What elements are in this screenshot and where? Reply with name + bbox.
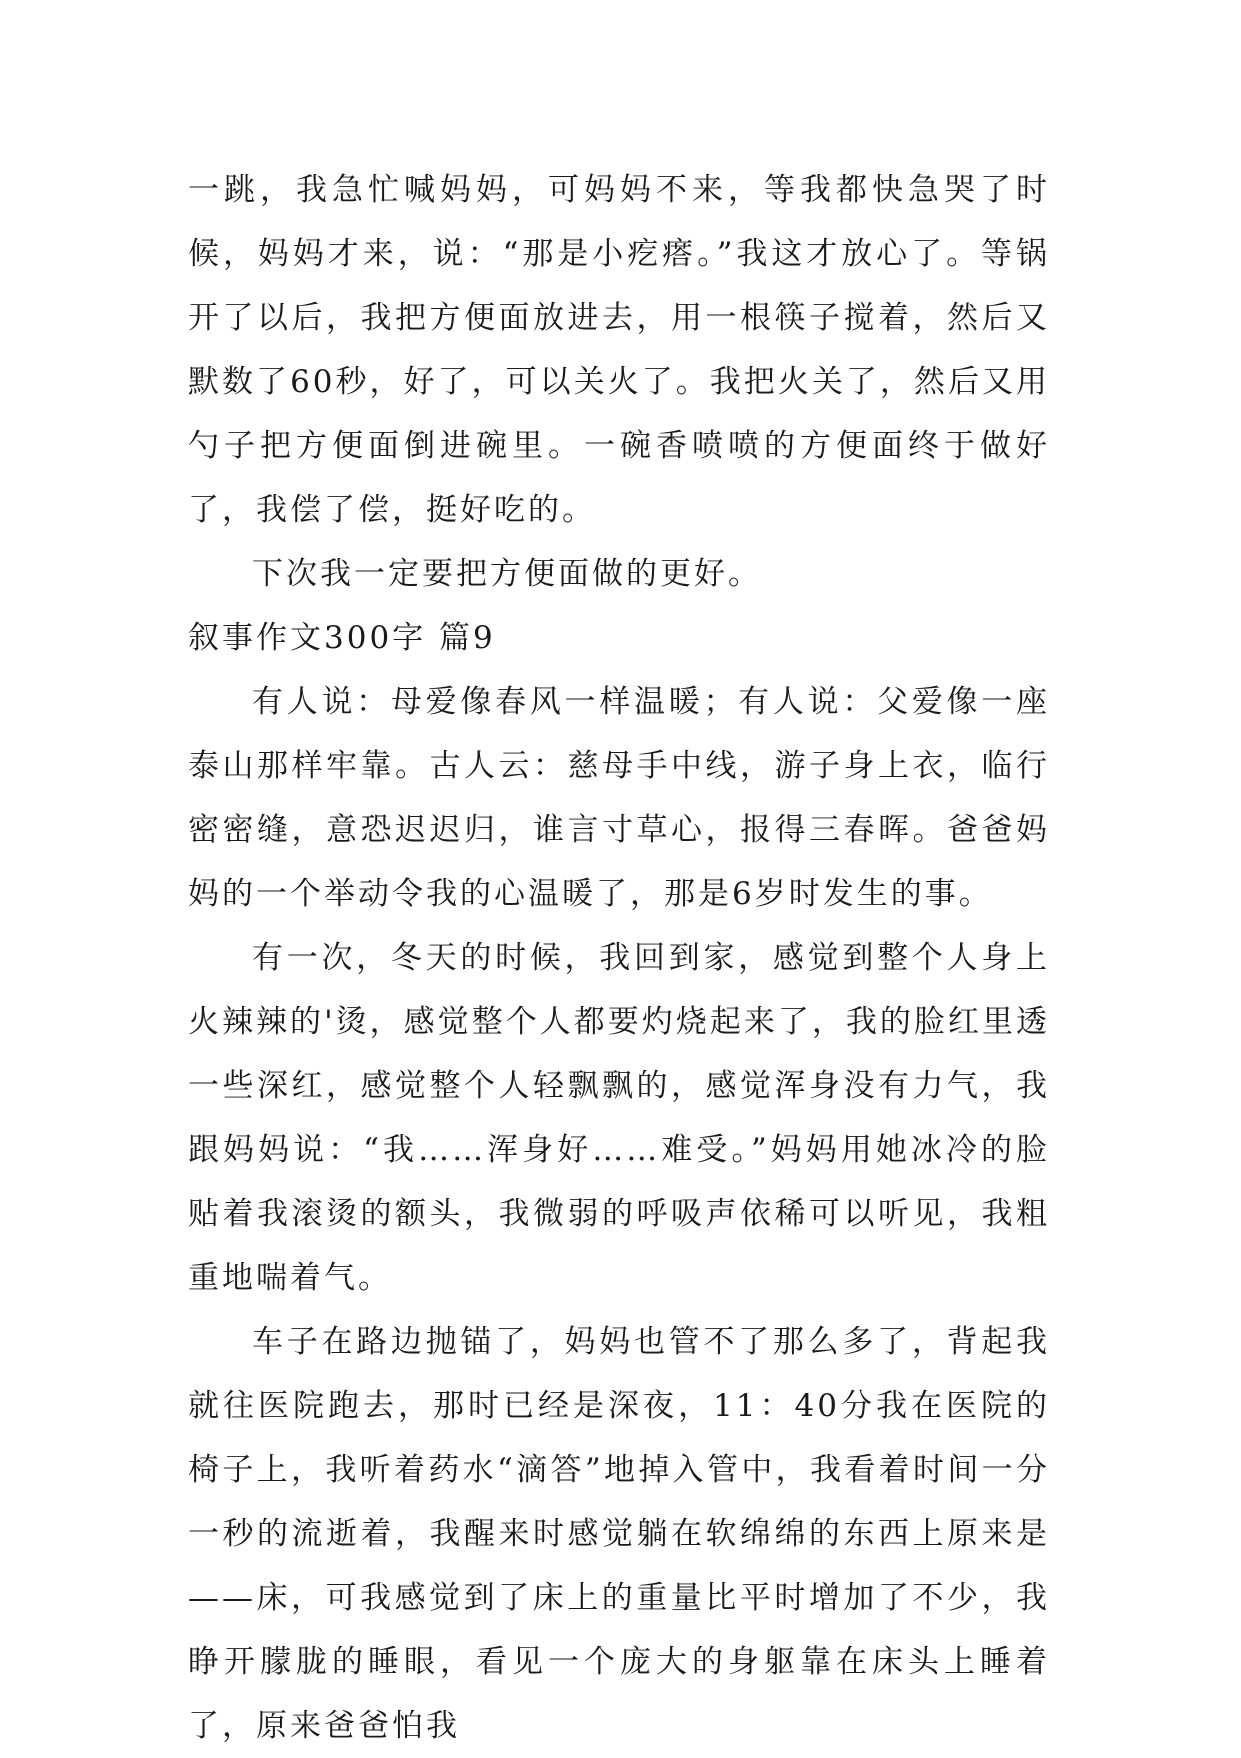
paragraph-continued: 一跳，我急忙喊妈妈，可妈妈不来，等我都快急哭了时候，妈妈才来，说：“那是小疙瘩。”我这才放心了。等锅开了以后，我把方便面放进去，用一根筷子搅着，然后又默数了60秒，好了，可以关火了。我把火关了，然后又用勺子把方便面倒进碗里。一碗香喷喷的方便面终于做好了，我偿了偿，挺好吃的。 bbox=[188, 172, 1050, 528]
paragraph-closing: 下次我一定要把方便面做的更好。 bbox=[252, 556, 762, 592]
paragraph-intro: 有人说：母爱像春风一样温暖；有人说：父爱像一座泰山那样牢靠。古人云：慈母手中线，游子身上衣，临行密密缝，意恐迟迟归，谁言寸草心，报得三春晖。爸爸妈妈的一个举动令我的心温暖了，那是6岁时发生的事。 bbox=[188, 684, 1050, 912]
section-heading: 叙事作文300字 篇9 bbox=[188, 620, 496, 656]
paragraph-fever: 有一次，冬天的时候，我回到家，感觉到整个人身上火辣辣的'烫，感觉整个人都要灼烧起来了，我的脸红里透一些深红，感觉整个人轻飘飘的，感觉浑身没有力气，我跟妈妈说：“我……浑身好……难受。”妈妈用她冰冷的脸贴着我滚烫的额头，我微弱的呼吸声依稀可以听见，我粗重地喘着气。 bbox=[188, 940, 1050, 1296]
paragraph-hospital: 车子在路边抛锚了，妈妈也管不了那么多了，背起我就往医院跑去，那时已经是深夜，11：40分我在医院的椅子上，我听着药水“滴答”地掉入管中，我看着时间一分一秒的流逝着，我醒来时感觉躺在软绵绵的东西上原来是——床，可我感觉到了床上的重量比平时增加了不少，我睁开朦胧的睡眼，看见一个庞大的身躯靠在床头上睡着了，原来爸爸怕我 bbox=[188, 1324, 1050, 1744]
document-body bbox=[188, 158, 1050, 1758]
